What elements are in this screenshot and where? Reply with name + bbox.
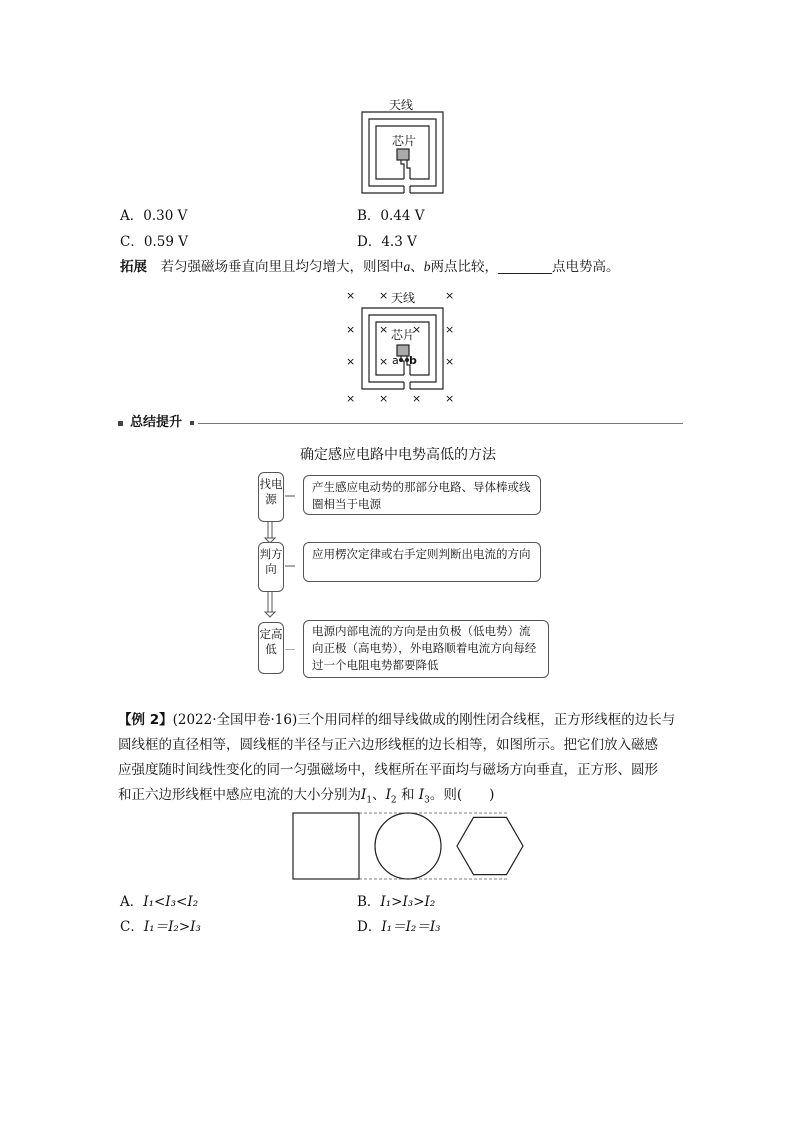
flow-step-label: 找电源 <box>259 477 283 506</box>
option-c[interactable] <box>120 918 201 936</box>
field-mark: × <box>379 355 389 368</box>
option-text: I₁<I₃<I₂ <box>143 894 199 910</box>
answer-blank[interactable]: ________ <box>498 259 552 275</box>
point-a-label: a <box>392 354 399 367</box>
antenna-figure-1 <box>355 96 450 200</box>
flow-step-label: 判方向 <box>259 547 283 576</box>
flow-step-box <box>258 622 284 674</box>
square-frame <box>293 813 359 879</box>
field-mark: × <box>445 289 455 302</box>
option-letter: C． <box>120 919 144 935</box>
summary-bullet-icon <box>190 421 194 425</box>
field-mark: × <box>445 355 455 368</box>
chip-label: 芯片 <box>392 134 417 148</box>
option-a[interactable] <box>120 207 187 225</box>
field-mark: × <box>379 289 389 302</box>
flow-desc-box <box>303 542 541 582</box>
flow-desc-text: 电源内部电流的方向是由负极（低电势）流向正极（高电势），外电路顺着电流方向每经过一个电阻电势都要降低 <box>312 624 537 672</box>
option-letter: A． <box>120 894 144 910</box>
extension-text: 若匀强磁场垂直向里且均匀增大，则图中 <box>160 259 404 275</box>
option-text: 0.59 V <box>143 234 188 250</box>
field-mark: × <box>412 323 422 336</box>
summary-bullet-icon <box>118 421 123 426</box>
extension-tag: 拓展 <box>120 259 147 275</box>
option-letter: D． <box>357 234 382 250</box>
field-mark: × <box>346 355 356 368</box>
option-text: I₁＝I₂＝I₃ <box>381 919 441 935</box>
antenna-figure-2 <box>343 287 463 405</box>
example-2-text: 【例 2】(2022·全国甲卷·16)三个用同样的细导线做成的刚性闭合线框，正方形线框的边长与 圆线框的直径相等，圆线框的半径与正六边形线框的边长相等，如图所示。把它们放入磁感 应强度随时间线性变化的同一匀强磁场中，线框所在平面均与磁场方向垂直，正方形、圆形 和正六边形线框中感应电流的大小分别为$I_1$、$I_2$ 和 $I_3$。则( ) <box>118 712 676 806</box>
flow-desc-box <box>303 620 549 678</box>
flow-desc-box <box>303 475 541 515</box>
example-tag: 【例 2】 <box>118 712 173 728</box>
flow-title: 确定感应电路中电势高低的方法 <box>300 447 496 463</box>
option-letter: A． <box>120 208 144 224</box>
summary-header <box>118 414 683 432</box>
option-d[interactable] <box>357 918 441 936</box>
field-mark: × <box>412 392 422 405</box>
circle-frame <box>375 813 441 879</box>
point-a-ref: a <box>403 259 411 274</box>
option-text: 0.30 V <box>143 208 188 224</box>
option-letter: C． <box>120 234 144 250</box>
field-mark: × <box>379 323 389 336</box>
option-b[interactable] <box>357 893 435 911</box>
option-letter: B． <box>357 894 381 910</box>
option-text: 4.3 V <box>381 234 417 250</box>
field-mark: × <box>346 289 356 302</box>
flow-step-box <box>258 542 284 592</box>
field-mark: × <box>346 392 356 405</box>
field-mark: × <box>445 323 455 336</box>
option-text: I₁＝I₂>I₃ <box>143 919 201 935</box>
option-c[interactable] <box>120 233 188 251</box>
option-text: 0.44 V <box>380 208 425 224</box>
option-letter: B． <box>357 208 381 224</box>
field-mark: × <box>379 392 389 405</box>
field-mark: × <box>445 392 455 405</box>
option-letter: D． <box>357 919 382 935</box>
antenna-label: 天线 <box>391 291 416 305</box>
summary-divider <box>198 423 683 424</box>
field-mark: × <box>346 323 356 336</box>
flow-desc-text: 产生感应电动势的那部分电路、导体棒或线圈相当于电源 <box>312 480 531 511</box>
option-a[interactable] <box>120 893 198 911</box>
point-b-label: b <box>409 354 417 367</box>
frames-figure <box>290 810 530 882</box>
example-source: (2022·全国甲卷·16) <box>172 712 298 728</box>
point-b-ref: b <box>423 259 431 274</box>
hexagon-frame <box>457 817 523 874</box>
flow-step-box <box>258 472 284 522</box>
flow-step-label: 定高低 <box>259 627 283 656</box>
extension-question: 拓展 若匀强磁场垂直向里且均匀增大，则图中a、b两点比较，________点电势高。 <box>120 259 620 275</box>
chip-label: 芯片 <box>391 328 416 342</box>
option-b[interactable] <box>357 207 425 225</box>
antenna-label: 天线 <box>389 98 414 112</box>
option-text: I₁>I₃>I₂ <box>380 894 436 910</box>
option-d[interactable] <box>357 233 417 251</box>
summary-title: 总结提升 <box>130 415 183 430</box>
flow-desc-text: 应用楞次定律或右手定则判断出电流的方向 <box>312 547 531 561</box>
